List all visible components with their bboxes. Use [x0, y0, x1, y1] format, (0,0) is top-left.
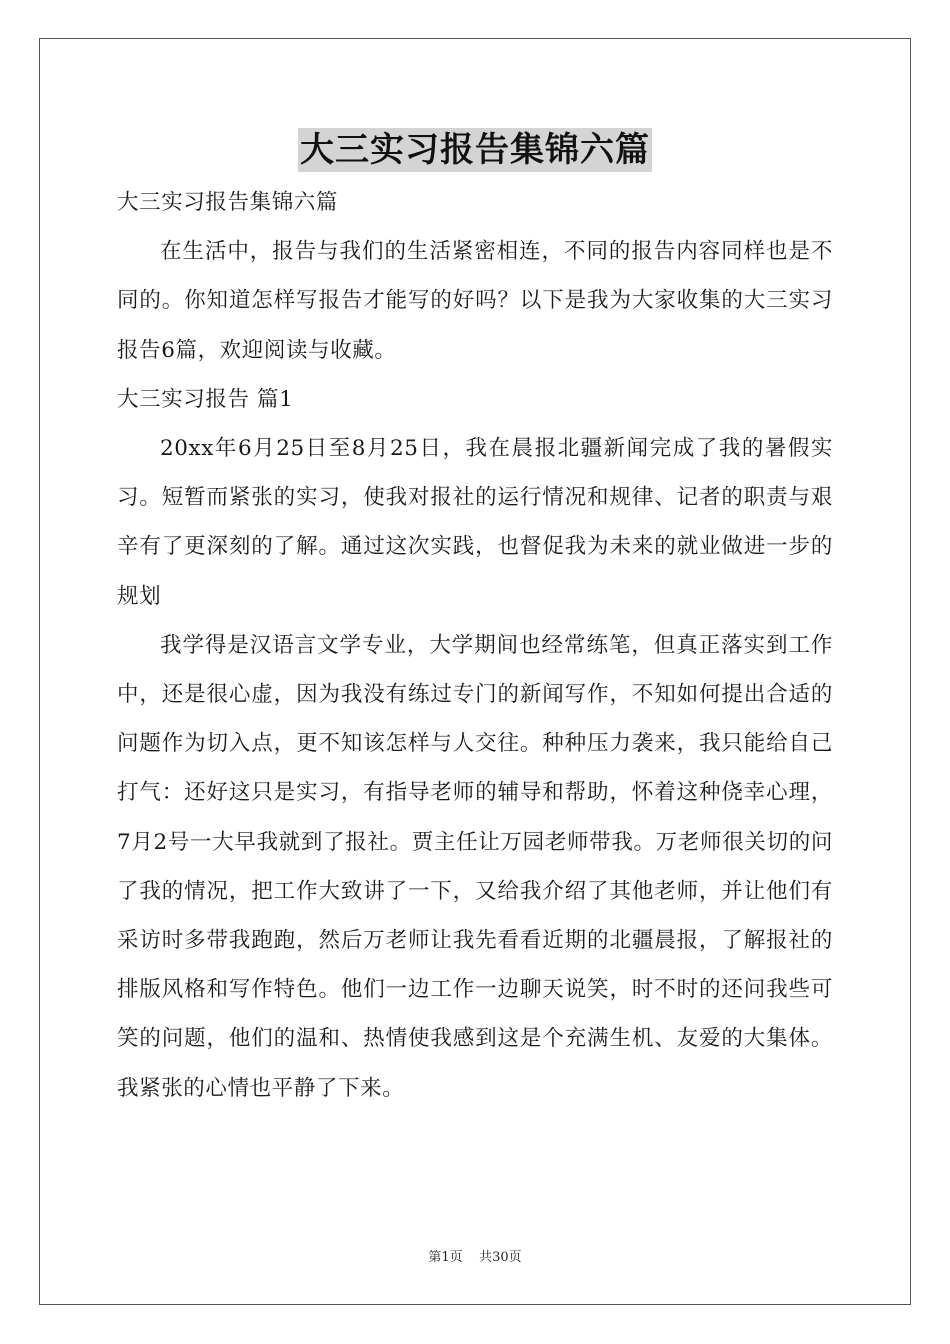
- body-paragraph: 我学得是汉语言文学专业，大学期间也经常练笔，但真正落实到工作中，还是很心虚，因为我没有练过专门的新闻写作，不知如何提出合适的问题作为切入点，更不知该怎样与人交往。种种压力袭来，我只能给自己打气：还好这只是实习，有指导老师的辅导和帮助，怀着这种侥幸心理，7月2号一大早我就到了报社。贾主任让万园老师带我。万老师很关切的问了我的情况，把工作大致讲了一下，又给我介绍了其他老师，并让他们有采访时多带我跑跑，然后万老师让我先看看近期的北疆晨报，了解报社的排版风格和写作特色。他们一边工作一边聊天说笑，时不时的还问我些可笑的问题，他们的温和、热情使我感到这是个充满生机、友爱的大集体。我紧张的心情也平静了下来。: [117, 632, 833, 1101]
- section-heading: 大三实习报告 篇1: [117, 386, 294, 412]
- subtitle-line: 大三实习报告集锦六篇: [117, 190, 339, 215]
- document-title: 大三实习报告集锦六篇: [300, 130, 650, 170]
- page-footer: [0, 1246, 950, 1265]
- intro-paragraph: 在生活中，报告与我们的生活紧密相连，不同的报告内容同样也是不同的。你知道怎样写报告才能写的好吗？以下是我为大家收集的大三实习报告6篇，欢迎阅读与收藏。: [117, 239, 833, 363]
- page-number: 第1页: [428, 1250, 463, 1265]
- body-paragraph: 20xx年6月25日至8月25日，我在晨报北疆新闻完成了我的暑假实习。短暂而紧张的实习，使我对报社的运行情况和规律、记者的职责与艰辛有了更深刻的了解。通过这次实践，也督促我为未来的就业做进一步的规划: [117, 436, 833, 609]
- document-body: [117, 178, 833, 1113]
- title-container: [0, 128, 950, 172]
- page-total: 共30页: [479, 1250, 522, 1265]
